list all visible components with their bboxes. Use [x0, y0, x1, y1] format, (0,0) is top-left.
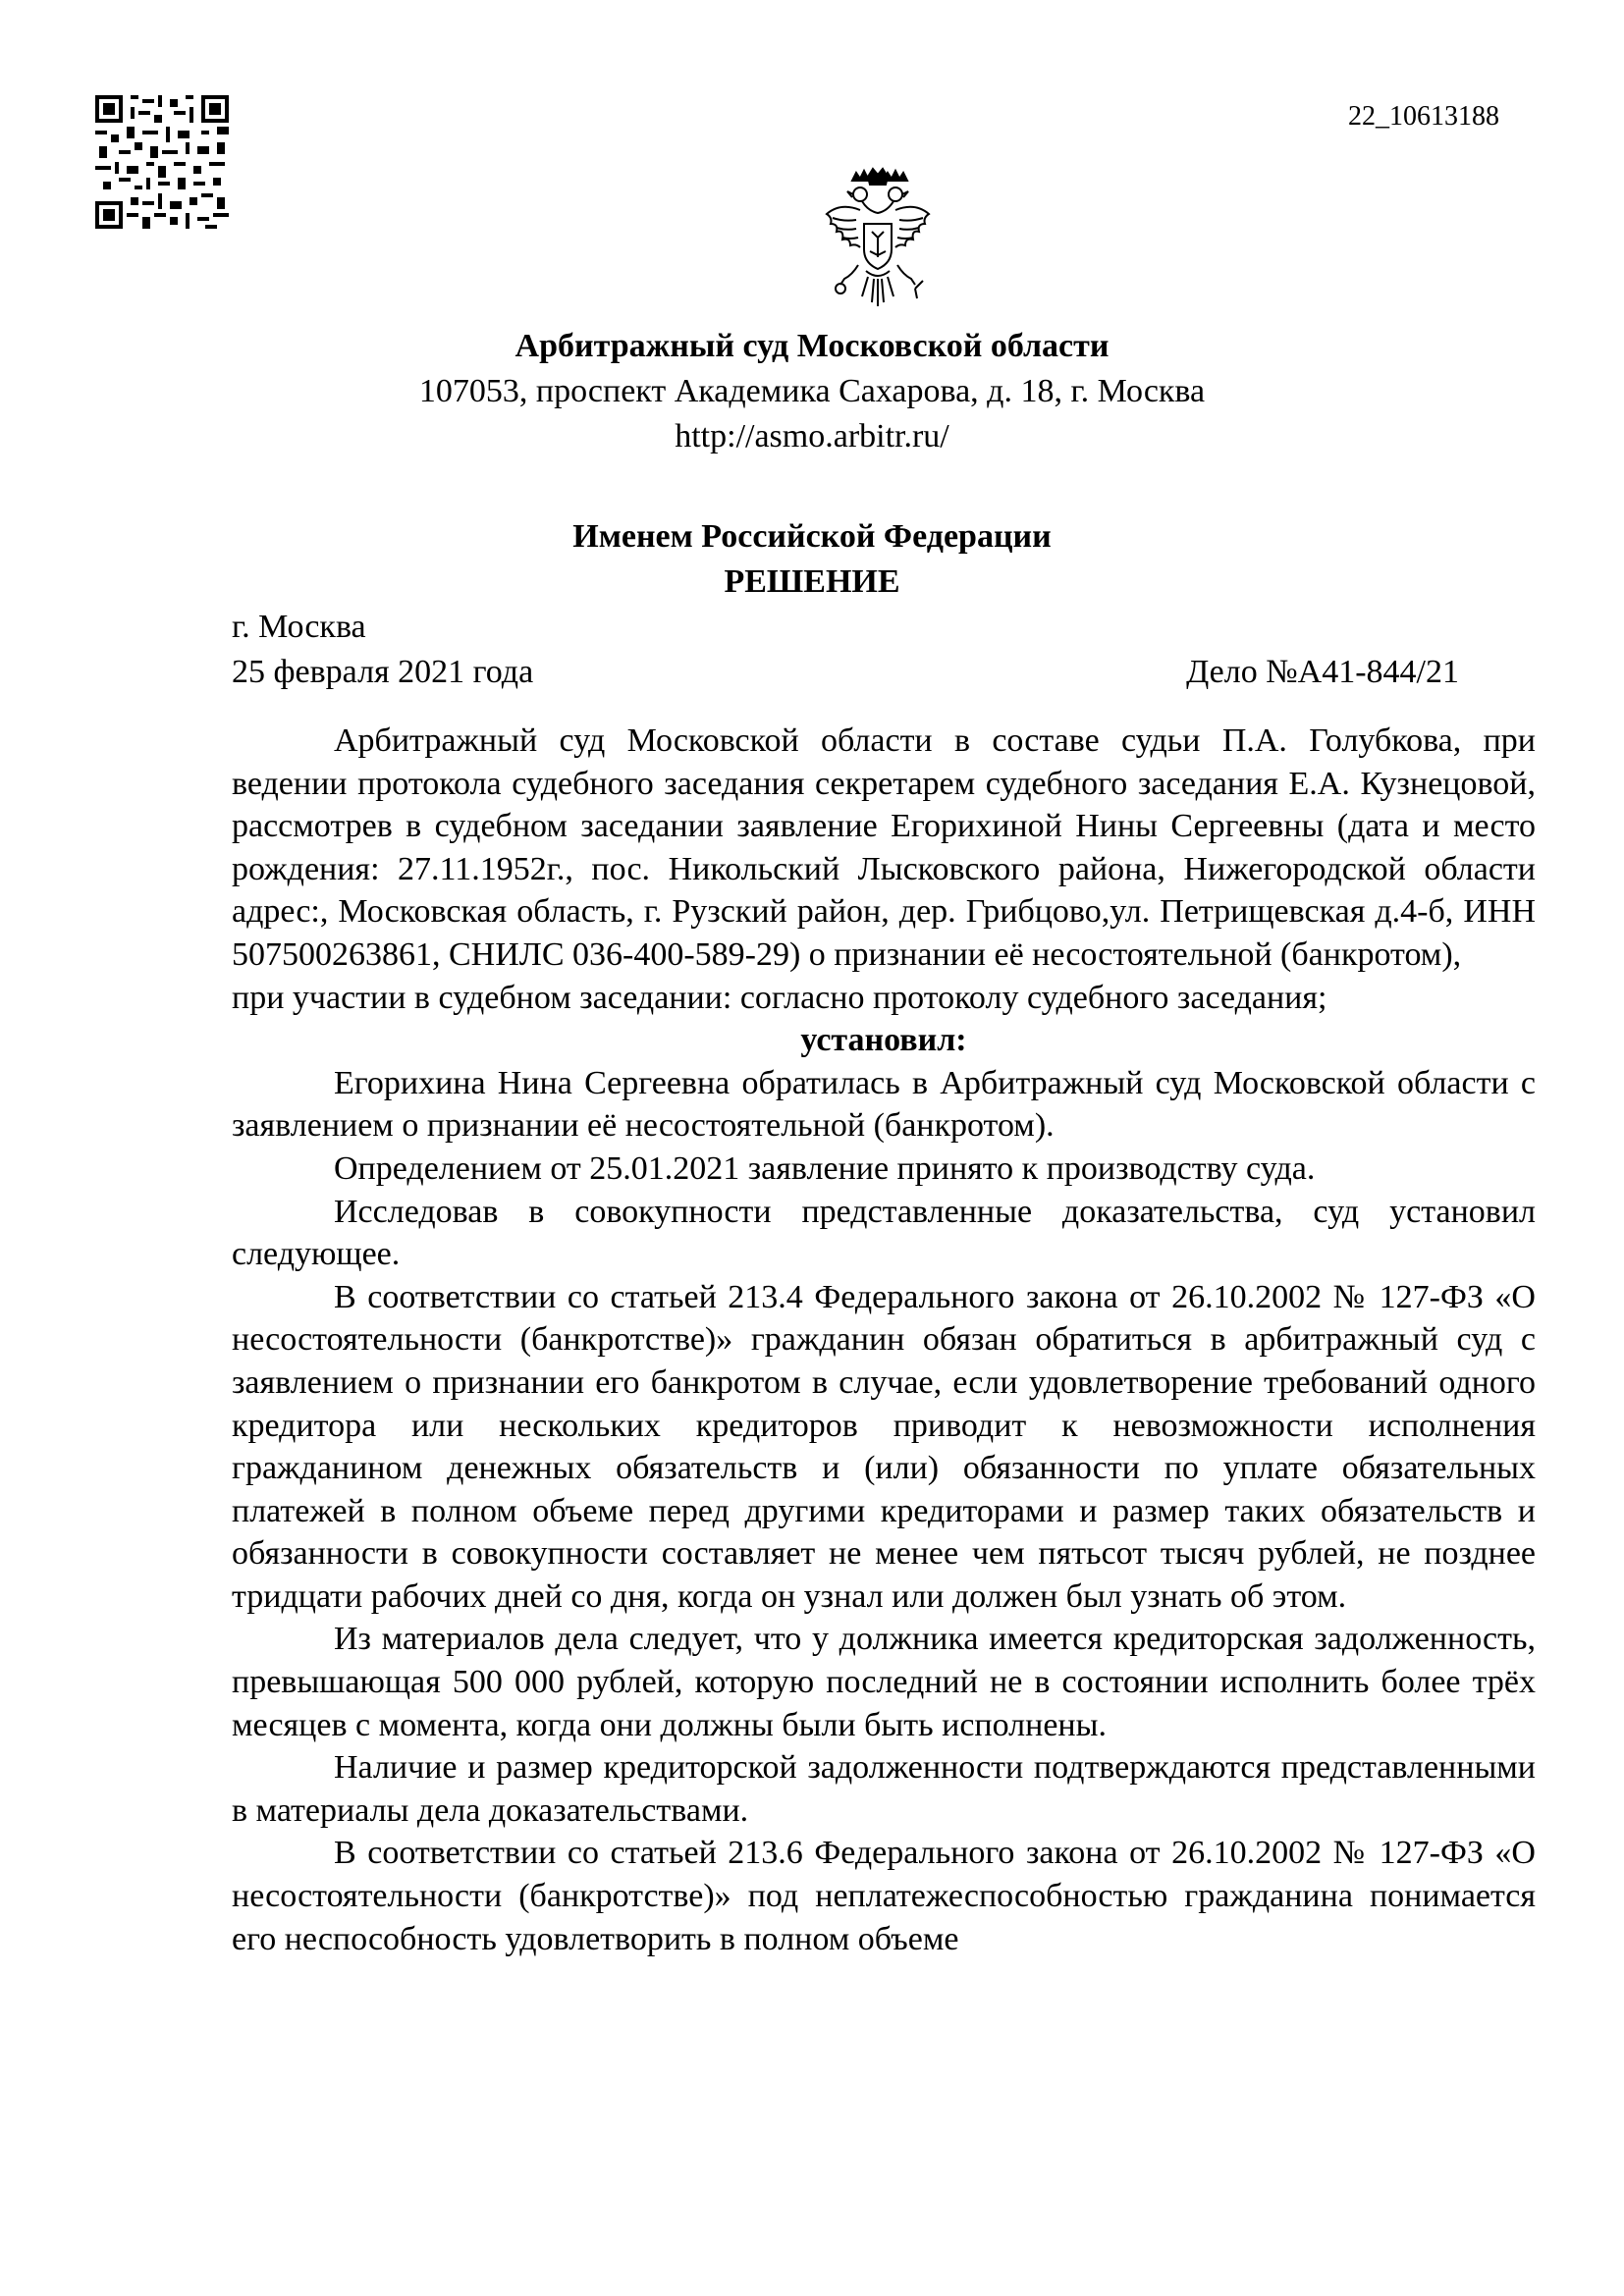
- city: г. Москва: [232, 609, 366, 645]
- qr-code-icon: [95, 95, 229, 229]
- sovereign-line: Именем Российской Федерации: [572, 518, 1052, 555]
- body-paragraph: Из материалов дела следует, что у должника имеется кредиторская задолженность, превышающая 500 000 рублей, которую последний не в состоянии исполнить более трёх месяцев с момента, когда они должны были быть исполнены.: [232, 1621, 1536, 1743]
- body-paragraph: В соответствии со статьей 213.4 Федерального закона от 26.10.2002 № 127-ФЗ «О несостоятельности (банкротстве)» гражданин обязан обратиться в арбитражный суд с заявлением о признании его банкротом в случае, если удовлетворение требований одного кредитора или нескольких кредиторов приводит к невозможности исполнения гражданином денежных обязательств и (или) обязанности по уплате обязательных платежей в полном объеме перед другими кредиторами и размер таких обязательств и обязанности в совокупности составляет не менее чем пятьсот тысяч рублей, не позднее тридцати рабочих дней со дня, когда он узнал или должен был узнать об этом.: [232, 1278, 1536, 1615]
- russian-coat-of-arms-icon: [823, 167, 933, 316]
- decision-date: 25 февраля 2021 года: [232, 654, 534, 690]
- document-number: 22_10613188: [1348, 101, 1499, 132]
- body-paragraph: В соответствии со статьей 213.6 Федерального закона от 26.10.2002 № 127-ФЗ «О несостоятельности (банкротстве)» под неплатежеспособностью гражданина понимается его неспособность удовлетворить в полном объеме: [232, 1835, 1536, 1957]
- intro-paragraph: Арбитражный суд Московской области в составе судьи П.А. Голубкова, при ведении протокола судебного заседания секретарем судебного заседания Е.А. Кузнецовой, рассмотрев в судебном заседании заявление Егорихиной Нины Сергеевны (дата и место рождения: 27.11.1952г., пос. Никольский Лысковского района, Нижегородской области адрес:, Московская область, г. Рузский район, дер. Грибцово,ул. Петрищевская д.4-б, ИНН 507500263861, СНИЛС 036-400-589-29) о признании её несостоятельной (банкротом),: [232, 722, 1536, 973]
- decision-body: [232, 720, 1536, 1960]
- case-number: Дело №А41-844/21: [1186, 654, 1459, 690]
- body-paragraph: Егорихина Нина Сергеевна обратилась в Арбитражный суд Московской области с заявлением о признании её несостоятельной (банкротом).: [232, 1064, 1536, 1145]
- court-url: http://asmo.arbitr.ru/: [675, 418, 949, 454]
- participation-line: при участии в судебном заседании: согласно протоколу судебного заседания;: [232, 979, 1327, 1016]
- court-address: 107053, проспект Академика Сахарова, д. 18, г. Москва: [418, 373, 1206, 409]
- court-name: Арбитражный суд Московской области: [514, 328, 1110, 364]
- body-paragraph: Наличие и размер кредиторской задолженности подтверждаются представленными в материалы дела доказательствами.: [232, 1749, 1536, 1829]
- body-paragraph: Определением от 25.01.2021 заявление принято к производству суда.: [334, 1149, 1316, 1187]
- decision-title: РЕШЕНИЕ: [724, 563, 900, 600]
- date-line: [232, 650, 1459, 695]
- body-paragraph: Исследовав в совокупности представленные доказательства, суд установил следующее.: [232, 1193, 1536, 1273]
- established-heading: установил:: [800, 1022, 967, 1059]
